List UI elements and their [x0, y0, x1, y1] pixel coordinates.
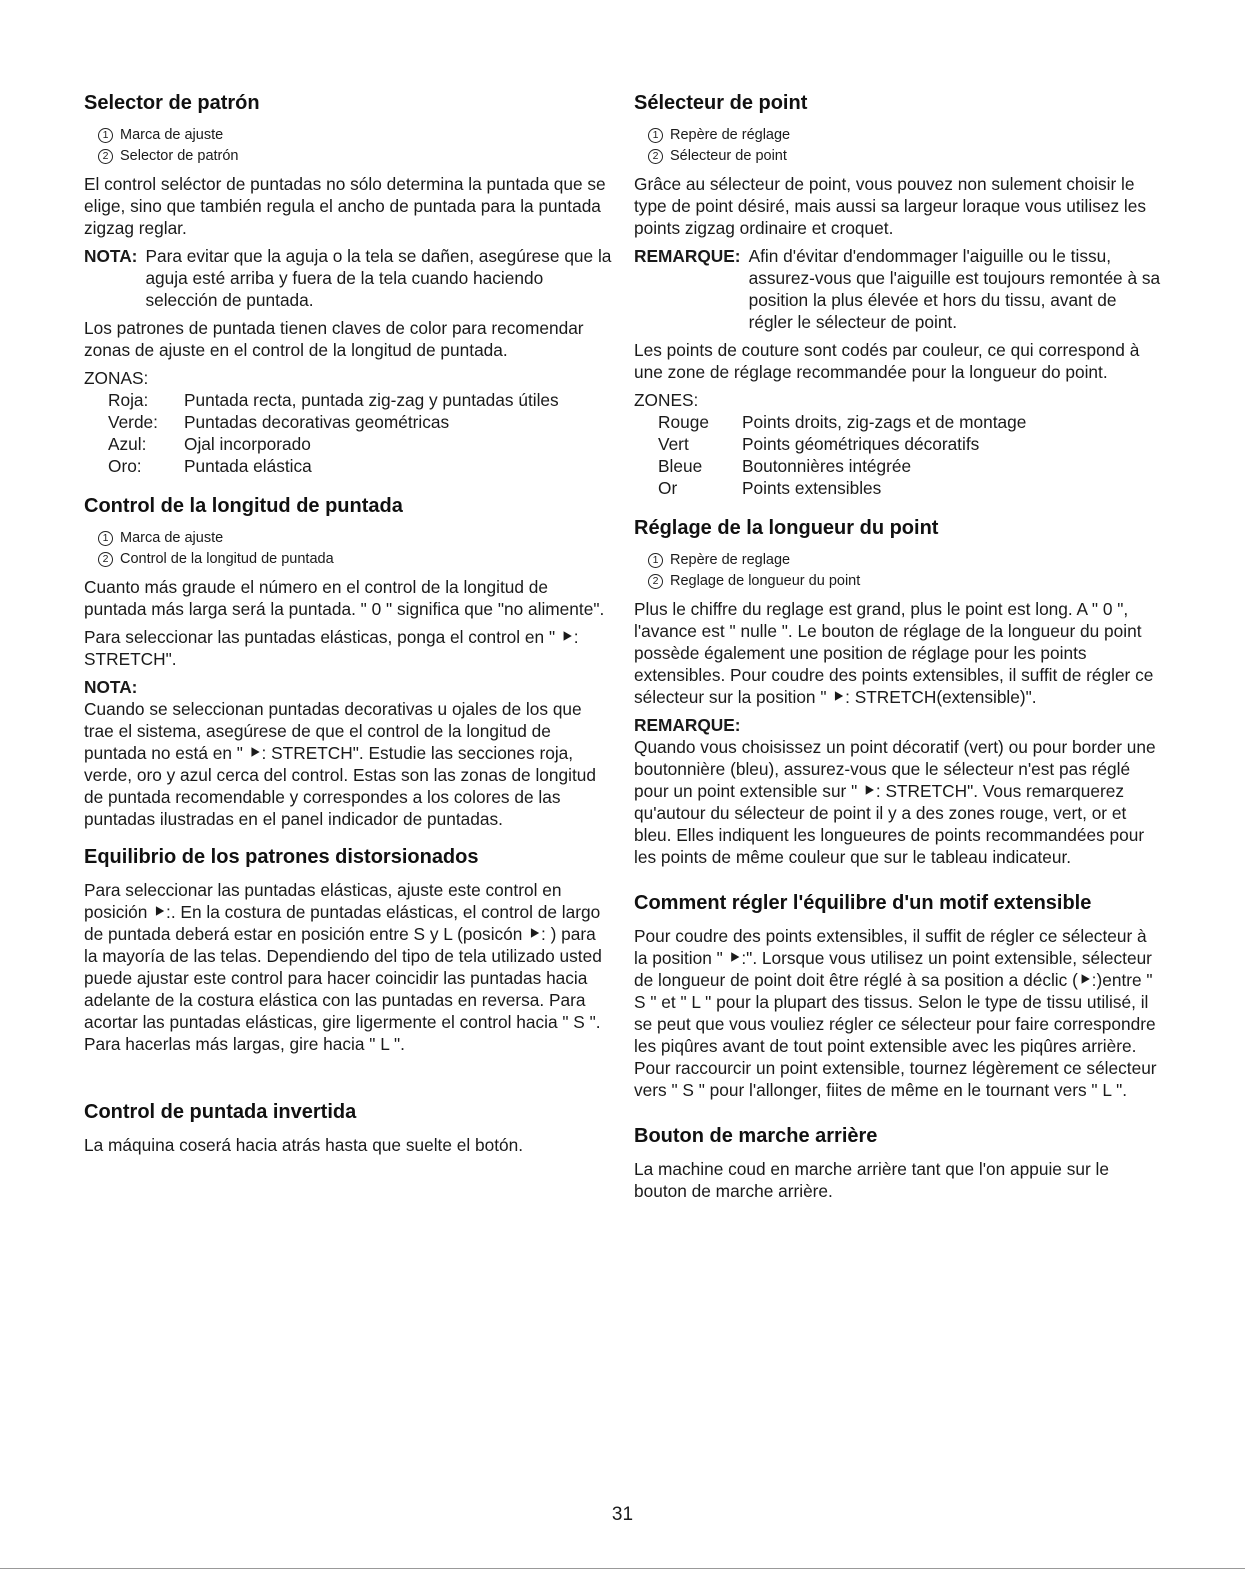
zone-row: [658, 411, 1164, 433]
circled-number-2: 2: [648, 574, 663, 589]
circled-number-1: 1: [98, 531, 113, 546]
note-label: NOTA:: [84, 246, 138, 266]
zone-row: [658, 433, 1164, 455]
zone-row: [108, 433, 614, 455]
paragraph: Los patrones de puntada tienen claves de color para recomendar zonas de ajuste en el control de la longitud de puntada.: [84, 318, 584, 360]
callout-label: Marca de ajuste: [120, 530, 224, 546]
zone-name: Verde:: [108, 412, 158, 432]
note-label: REMARQUE:: [634, 715, 741, 735]
paragraph: El control seléctor de puntadas no sólo determina la puntada que se elige, sino que también regula el ancho de puntada para la puntada zigzag reglar.: [84, 174, 606, 238]
zones-title: ZONES:: [634, 390, 699, 410]
note-text: Afin d'évitar d'endommager l'aiguille ou le tissu, assurez-vous que l'aiguille est toujours remontée à sa position la plus élevée et hors du tissu, avant de régler le sélecteur de point.: [748, 246, 1161, 332]
section-title-selector-de-patron: Selector de patrón: [84, 92, 260, 114]
circled-number-2: 2: [98, 552, 113, 567]
zone-row: [658, 455, 1164, 477]
callout-list: [648, 125, 1164, 167]
circled-number-1: 1: [648, 128, 663, 143]
zone-desc: Puntada recta, puntada zig-zag y puntadas útiles: [184, 390, 559, 410]
section-title-puntada-invertida: Control de puntada invertida: [84, 1101, 357, 1123]
zone-name: Or: [658, 478, 678, 498]
section-title-equilibre-motif: Comment régler l'équilibre d'un motif extensible: [634, 892, 1092, 914]
zones-list: [84, 367, 614, 477]
callout-label: Repère de réglage: [670, 127, 791, 143]
circled-number-2: 2: [98, 149, 113, 164]
callout-item: [648, 571, 1164, 592]
paragraph: Grâce au sélecteur de point, vous pouvez non sulement choisir le type de point désiré, mais aussi sa largeur loraque vous utilisez les points zigzag ordinaire et croquet.: [634, 174, 1146, 238]
callout-label: Reglage de longueur du point: [670, 573, 861, 589]
section-title-reglage-longueur: Réglage de la longueur du point: [634, 517, 939, 539]
right-column: [634, 92, 1164, 1208]
callout-item: [648, 550, 1164, 571]
paragraph: Cuanto más graude el número en el control de la longitud de puntada más larga será la puntada. " 0 " significa que "no alimente".: [84, 577, 605, 619]
left-column: [84, 92, 614, 1162]
callout-list: [98, 528, 614, 570]
paragraph: Les points de couture sont codés par couleur, ce qui correspond à une zone de réglage recommandée pour la longueur do point.: [634, 340, 1140, 382]
callout-item: [98, 549, 614, 570]
callout-label: Marca de ajuste: [120, 127, 224, 143]
zones-list: [634, 389, 1164, 499]
note-text: Para evitar que la aguja o la tela se dañen, asegúrese que la aguja esté arriba y fuera de la tela cuando haciendo selección de puntada.: [145, 246, 612, 310]
zone-name: Roja:: [108, 390, 149, 410]
paragraph: Plus le chiffre du reglage est grand, plus le point est long. A " 0 ", l'avance est " nulle ". Le bouton de réglage de la longueur du point possède également une position de réglage pour les points extensibles. Pour coudre des points extensibles, il suffit de régler ce sélecteur sur la position " ⯈: STRETCH(extensible)".: [634, 599, 1154, 707]
zone-name: Bleue: [658, 456, 703, 476]
section-title-control-longitud: Control de la longitud de puntada: [84, 495, 403, 517]
zone-row: [108, 455, 614, 477]
zone-name: Rouge: [658, 412, 709, 432]
zone-name: Oro:: [108, 456, 142, 476]
section-title-equilibrio: Equilibrio de los patrones distorsionados: [84, 846, 479, 868]
paragraph: La machine coud en marche arrière tant que l'on appuie sur le bouton de marche arrière.: [634, 1159, 1109, 1201]
zone-row: [108, 389, 614, 411]
callout-item: [98, 125, 614, 146]
zone-row: [108, 411, 614, 433]
callout-item: [98, 146, 614, 167]
circled-number-1: 1: [648, 553, 663, 568]
section-title-marche-arriere: Bouton de marche arrière: [634, 1125, 878, 1147]
callout-label: Selector de patrón: [120, 148, 239, 164]
callout-list: [98, 125, 614, 167]
zone-desc: Puntadas decorativas geométricas: [184, 412, 450, 432]
zone-desc: Puntada elástica: [184, 456, 312, 476]
zones-title: ZONAS:: [84, 368, 149, 388]
note-block: [84, 245, 614, 311]
circled-number-2: 2: [648, 149, 663, 164]
zone-desc: Points droits, zig-zags et de montage: [742, 412, 1027, 432]
zone-desc: Ojal incorporado: [184, 434, 311, 454]
callout-item: [98, 528, 614, 549]
note-label: REMARQUE:: [634, 246, 741, 266]
paragraph: La máquina coserá hacia atrás hasta que suelte el botón.: [84, 1135, 524, 1155]
callout-item: [648, 146, 1164, 167]
callout-label: Sélecteur de point: [670, 148, 787, 164]
zone-desc: Points géométriques décoratifs: [742, 434, 980, 454]
paragraph: Para seleccionar las puntadas elásticas, ajuste este control en posición ⯈:. En la costura de puntadas elásticas, el control de largo de puntada deberá estar en posición entre S y L (posicón ⯈: ) para la mayoría de las telas. Dependiendo del tipo de tela utilizado usted puede ajustar este control para hacer coincidir las puntadas hacia adelante de la costura elástica con las puntadas en reversa. Para acortar las puntadas elásticas, gire ligermente el control hacia " S ". Para hacerlas más largas, gire hacia " L ".: [84, 880, 602, 1054]
paragraph: Para seleccionar las puntadas elásticas, ponga el control en " ⯈: STRETCH".: [84, 627, 579, 669]
note-block: [634, 245, 1164, 333]
zone-name: Vert: [658, 434, 689, 454]
zone-name: Azul:: [108, 434, 147, 454]
paragraph: Pour coudre des points extensibles, il suffit de régler ce sélecteur à la position " ⯈:". Lorsque vous utilisez un point extensible, sélecteur de longueur de point doit être réglé à sa position a déclic (⯈:)entre " S " et " L " pour la plupart des tissus. Selon le type de tissu utilisé, il se peut que vous vouliez régler ce sélecteur pour faire correspondre les piqûres avant de tout point extensible avec les piqûres arrière. Pour raccourcir un point extensible, tournez légèrement ce sélecteur vers " S " pour l'allonger, fiites de même en le tournant vers " L ".: [634, 926, 1157, 1100]
bottom-rule: [0, 1568, 1245, 1569]
zone-row: [658, 477, 1164, 499]
callout-label: Control de la longitud de puntada: [120, 551, 334, 567]
zone-desc: Boutonnières intégrée: [742, 456, 912, 476]
page-number: 31: [611, 1504, 634, 1525]
callout-list: [648, 550, 1164, 592]
note-label: NOTA:: [84, 677, 138, 697]
circled-number-1: 1: [98, 128, 113, 143]
callout-item: [648, 125, 1164, 146]
paragraph: Quando vous choisissez un point décoratif (vert) ou pour border une boutonnière (bleu), assurez-vous que le sélecteur n'est pas réglé pour un point extensible sur " ⯈: STRETCH". Vous remarquerez qu'autour du sélecteur de point il y a des zones rouge, vert, or et bleu. Elles indiquent les longueures de points recommandées pour les points de même couleur que sur le tableau indicateur.: [634, 737, 1156, 867]
paragraph: Cuando se seleccionan puntadas decorativas u ojales de los que trae el sistema, asegúrese de que el control de la longitud de puntada no está en " ⯈: STRETCH". Estudie las secciones roja, verde, oro y azul cerca del control. Estas son las zonas de longitud de puntada recomendable y correspondes a los colores de las puntadas ilustradas en el panel indicador de puntadas.: [84, 699, 596, 829]
section-title-selecteur-de-point: Sélecteur de point: [634, 92, 808, 114]
zone-desc: Points extensibles: [742, 478, 882, 498]
callout-label: Repère de reglage: [670, 552, 791, 568]
